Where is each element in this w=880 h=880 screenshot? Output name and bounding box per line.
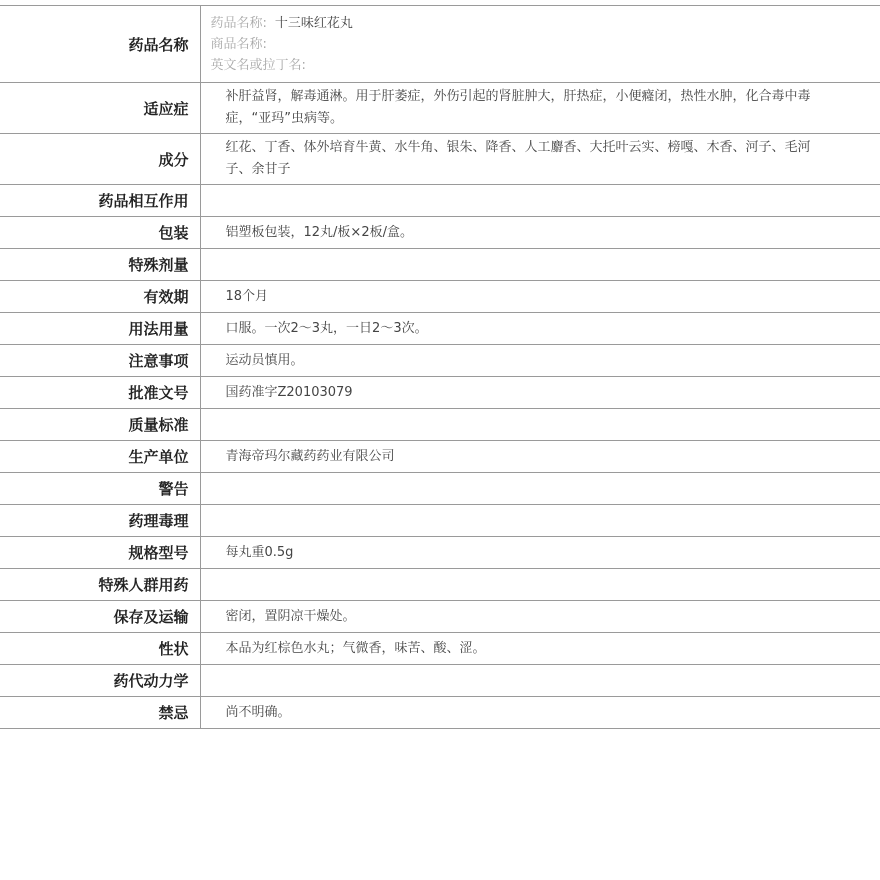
- row-value: 运动员慎用。: [200, 345, 880, 377]
- table-row-shelf-life: [0, 281, 880, 313]
- row-value: [200, 569, 880, 601]
- row-value: 铝塑板包装，12丸/板×2板/盒。: [200, 217, 880, 249]
- row-label: 禁忌: [0, 697, 200, 729]
- row-value: [200, 185, 880, 217]
- row-label: 特殊剂量: [0, 249, 200, 281]
- row-label: 适应症: [0, 83, 200, 134]
- row-label: 警告: [0, 473, 200, 505]
- row-label: 有效期: [0, 281, 200, 313]
- table-row-warning: [0, 473, 880, 505]
- row-label: 质量标准: [0, 409, 200, 441]
- table-row-interactions: [0, 185, 880, 217]
- row-label: 药理毒理: [0, 505, 200, 537]
- row-label: 批准文号: [0, 377, 200, 409]
- row-label: 性状: [0, 633, 200, 665]
- row-label: 药品相互作用: [0, 185, 200, 217]
- row-value: 国药准字Z20103079: [200, 377, 880, 409]
- table-row-special-dosage: [0, 249, 880, 281]
- row-value: 密闭，置阴凉干燥处。: [200, 601, 880, 633]
- generic-name-line: [211, 13, 821, 34]
- table-row-approval-number: [0, 377, 880, 409]
- drug-name-block: [200, 6, 880, 83]
- table-row-drug-name: [0, 6, 880, 83]
- row-value: 本品为红棕色水丸；气微香，味苦、酸、涩。: [200, 633, 880, 665]
- table-row-pharmacokinetics: [0, 665, 880, 697]
- row-value: [200, 473, 880, 505]
- row-value: 青海帝玛尔藏药药业有限公司: [200, 441, 880, 473]
- table-row-ingredients: [0, 134, 880, 185]
- row-value: [200, 665, 880, 697]
- row-value: 口服。一次2～3丸，一日2～3次。: [200, 313, 880, 345]
- table-row-dosage: [0, 313, 880, 345]
- table-row-contraindications: [0, 697, 880, 729]
- row-value: [200, 505, 880, 537]
- table-row-indications: [0, 83, 880, 134]
- english-name-line: [211, 55, 821, 76]
- table-row-pharmacology: [0, 505, 880, 537]
- row-value: [200, 409, 880, 441]
- table-row-storage: [0, 601, 880, 633]
- name-key: 药品名称:: [210, 15, 267, 31]
- table-row-precautions: [0, 345, 880, 377]
- table-row-manufacturer: [0, 441, 880, 473]
- name-value: 十三味红花丸: [274, 15, 353, 31]
- name-key: 英文名或拉丁名:: [210, 57, 306, 73]
- table-row-specification: [0, 537, 880, 569]
- row-label: 保存及运输: [0, 601, 200, 633]
- row-label: 特殊人群用药: [0, 569, 200, 601]
- row-value: 红花、丁香、体外培育牛黄、水牛角、银朱、降香、人工麝香、大托叶云实、榜嘎、木香、河子、毛河子、余甘子: [200, 134, 880, 185]
- drug-info-table: [0, 5, 880, 729]
- table-row-description: [0, 633, 880, 665]
- table-row-special-population: [0, 569, 880, 601]
- row-label: 注意事项: [0, 345, 200, 377]
- row-value: [200, 249, 880, 281]
- row-value: 18个月: [200, 281, 880, 313]
- row-label: 成分: [0, 134, 200, 185]
- row-value: 每丸重0.5g: [200, 537, 880, 569]
- trade-name-line: [211, 34, 821, 55]
- table-row-packaging: [0, 217, 880, 249]
- name-key: 商品名称:: [210, 36, 267, 52]
- row-label: 药代动力学: [0, 665, 200, 697]
- row-label: 生产单位: [0, 441, 200, 473]
- row-label: 用法用量: [0, 313, 200, 345]
- table-row-quality-standard: [0, 409, 880, 441]
- row-label: 药品名称: [0, 6, 200, 83]
- row-value: 补肝益肾，解毒通淋。用于肝萎症，外伤引起的肾脏肿大，肝热症，小便癃闭，热性水肿，化合毒中毒症，“亚玛”虫病等。: [200, 83, 880, 134]
- row-label: 包装: [0, 217, 200, 249]
- row-label: 规格型号: [0, 537, 200, 569]
- row-value: 尚不明确。: [200, 697, 880, 729]
